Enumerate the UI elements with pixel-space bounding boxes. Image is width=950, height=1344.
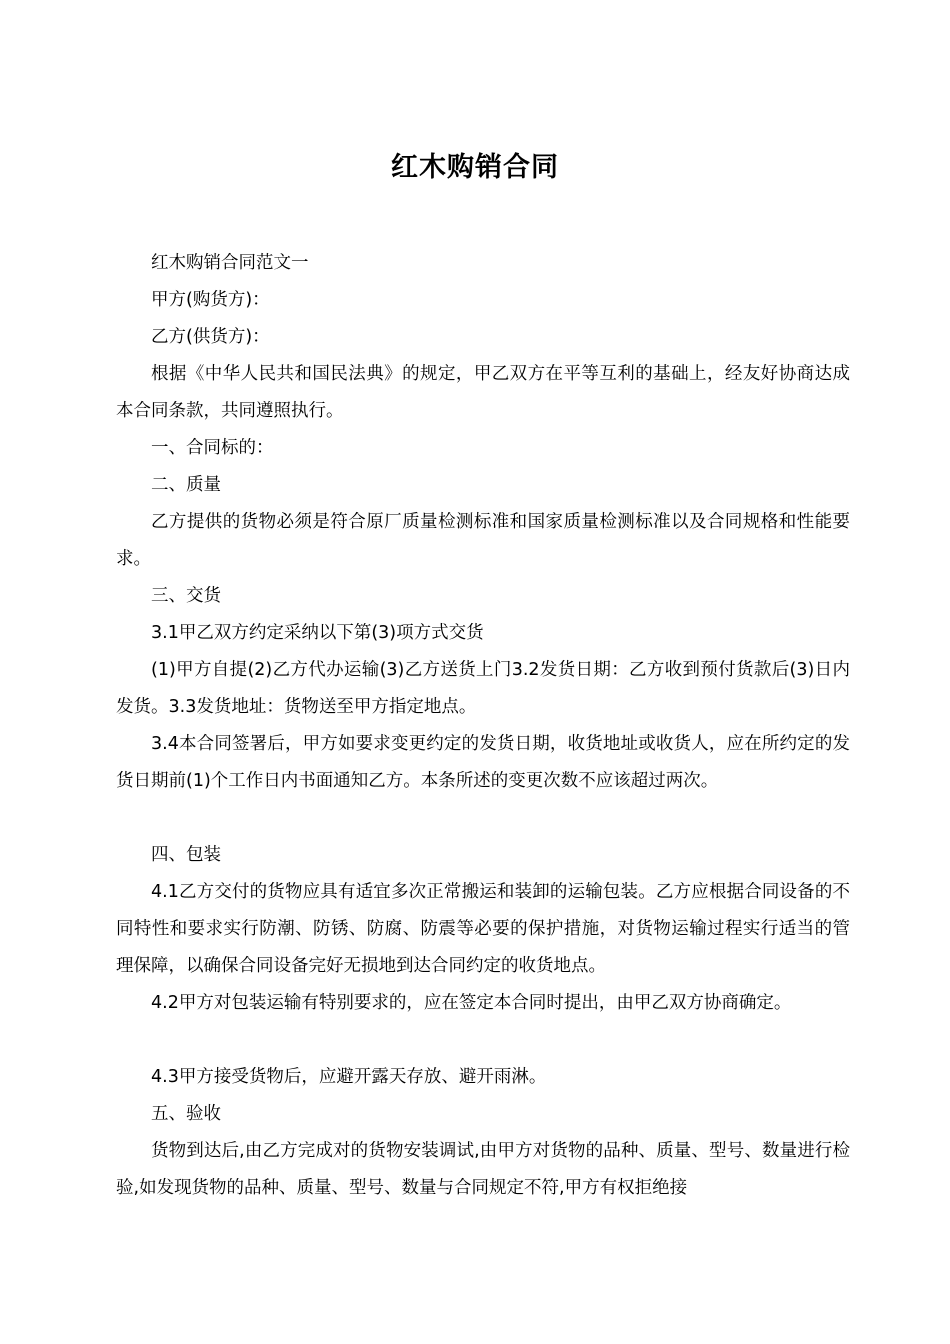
document-body <box>116 245 850 1207</box>
paragraph-clause-3-4: 3.4本合同签署后，甲方如要求变更约定的发货日期，收货地址或收货人，应在所约定的发货日期前(1)个工作日内书面通知乙方。本条所述的变更次数不应该超过两次。 <box>116 734 850 791</box>
paragraph-delivery-options: (1)甲方自提(2)乙方代办运输(3)乙方送货上门3.2发货日期：乙方收到预付货款后(3)日内发货。3.3发货地址：货物送至甲方指定地点。 <box>116 660 850 717</box>
paragraph-preamble: 根据《中华人民共和国民法典》的规定，甲乙双方在平等互利的基础上，经友好协商达成本合同条款，共同遵照执行。 <box>116 364 850 421</box>
paragraph-clause-4-3: 4.3甲方接受货物后，应避开露天存放、避开雨淋。 <box>151 1067 547 1087</box>
section-heading-delivery: 三、交货 <box>151 586 221 606</box>
paragraph-clause-4-1: 4.1乙方交付的货物应具有适宜多次正常搬运和装卸的运输包装。乙方应根据合同设备的不同特性和要求实行防潮、防锈、防腐、防震等必要的保护措施，对货物运输过程实行适当的管理保障，以确保合同设备完好无损地到达合同约定的收货地点。 <box>116 882 850 976</box>
paragraph-party-b: 乙方(供货方)： <box>151 327 270 347</box>
section-heading-quality: 二、质量 <box>151 475 221 495</box>
section-heading-subject: 一、合同标的： <box>151 438 274 458</box>
paragraph-acceptance: 货物到达后,由乙方完成对的货物安装调试,由甲方对货物的品种、质量、型号、数量进行检验,如发现货物的品种、质量、型号、数量与合同规定不符,甲方有权拒绝接 <box>116 1141 850 1198</box>
section-heading-acceptance: 五、验收 <box>151 1104 221 1124</box>
paragraph-contract-sample-heading: 红木购销合同范文一 <box>151 253 309 273</box>
section-heading-packaging: 四、包装 <box>151 845 221 865</box>
paragraph-clause-4-2: 4.2甲方对包装运输有特别要求的，应在签定本合同时提出，由甲乙双方协商确定。 <box>151 993 792 1013</box>
paragraph-clause-3-1: 3.1甲乙双方约定采纳以下第(3)项方式交货 <box>151 623 484 643</box>
paragraph-quality: 乙方提供的货物必须是符合原厂质量检测标准和国家质量检测标准以及合同规格和性能要求。 <box>116 512 850 569</box>
document-title: 红木购销合同 <box>391 152 559 184</box>
paragraph-party-a: 甲方(购货方)： <box>151 290 270 310</box>
